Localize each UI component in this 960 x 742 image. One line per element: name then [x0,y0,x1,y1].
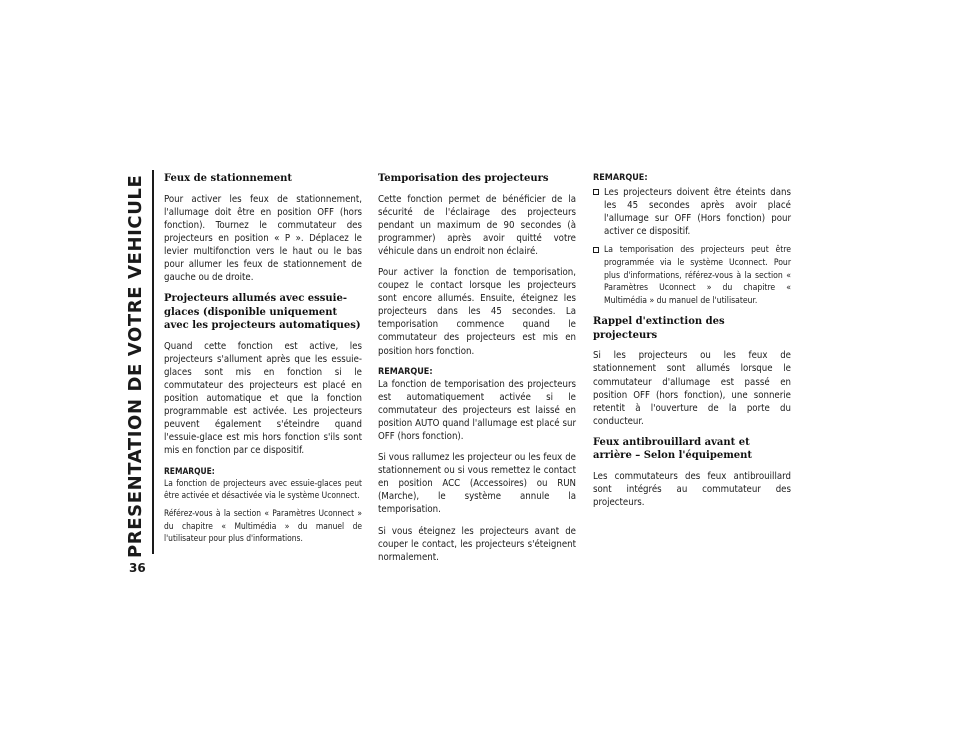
paragraph: Pour activer la fonction de temporisation, coupez le contact lorsque les projecteurs sont encore allumés. Ensuite, éteignez les projecteurs dans les 45 secondes. La temporisation commence quand le commutateur des projecteurs est mis en position hors fonction. [378,266,576,357]
heading-headlight-reminder: Rappel d'extinction des projecteurs [593,316,725,341]
paragraph: Les commutateurs des feux antibrouillard sont intégrés au commutateur des projecteurs. [593,470,791,509]
column-right [593,172,791,517]
chapter-title: PRESENTATION DE VOTRE VEHICULE [125,174,146,558]
note-text: La fonction de projecteurs avec essuie-glaces peut être activée et désactivée via le système Uconnect. [164,478,362,501]
note-list [593,186,791,307]
paragraph: Quand cette fonction est active, les projecteurs s'allument après que les essuie-glaces sont mis en fonction si le commutateur des projecteurs est placé en position automatique et que la fonction programmable est activée. Les projecteurs peuvent également s'éteindre quand l'essuie-glace est mis hors fonction s'ils sont mis en fonction par ce dispositif. [164,340,362,457]
paragraph: Pour activer les feux de stationnement, l'allumage doit être en position OFF (hors fonction). Tournez le commutateur des projecteurs en position « P ». Déplacez le levier multifonction vers le haut ou le bas pour allumer les feux de stationnement de gauche ou de droite. [164,193,362,284]
note-text: La fonction de temporisation des projecteurs est automatiquement activée si le commutateur des projecteurs est laissé en position AUTO quand l'allumage est placé sur OFF (hors fonction). [378,378,576,442]
column-middle [378,172,576,572]
checkbox-square-icon [593,189,599,195]
heading-fog-lights: Feux antibrouillard avant et arrière – Selon l'équipement [593,436,753,462]
heading-wiper-headlights: Projecteurs allumés avec essuie-glaces (disponible uniquement avec les projecteurs automatiques) [164,293,361,332]
heading-headlight-delay: Temporisation des projecteurs [378,173,549,184]
list-item [593,244,791,307]
note-label: REMARQUE: [378,366,433,377]
list-item [593,186,791,238]
paragraph: Si les projecteurs ou les feux de stationnement sont allumés lorsque le commutateur d'allumage est passé en position OFF (hors fonction), une sonnerie retentit à l'ouverture de la porte du conducteur. [593,350,791,427]
paragraph: Si vous rallumez les projecteur ou les feux de stationnement ou si vous remettez le contact en position ACC (Accessoires) ou RUN (Marche), le système annule la temporisation. [378,452,576,516]
note-label: REMARQUE: [593,173,648,183]
note-text: Référez-vous à la section « Paramètres Uconnect » du chapitre « Multimédia » du manuel de l'utilisateur pour plus d'informations. [164,508,362,543]
heading-parking-lights: Feux de stationnement [164,173,293,184]
paragraph: Cette fonction permet de bénéficier de la sécurité de l'éclairage des projecteurs pendant un maximum de 90 secondes (à programmer) après avoir quitté votre véhicule dans un endroit non éclairé. [378,193,576,257]
checkbox-square-icon [593,247,599,253]
paragraph: Si vous éteignez les projecteurs avant de couper le contact, les projecteurs s'éteignent normalement. [378,525,576,563]
list-item-text: Les projecteurs doivent être éteints dans les 45 secondes après avoir placé l'allumage sur OFF (Hors fonction) pour activer ce dispositif. [604,187,791,238]
page-number: 36 [129,561,146,575]
note-label: REMARQUE: [164,465,215,476]
list-item-text: La temporisation des projecteurs peut être programmée via le système Uconnect. Pour plus d'informations, référez-vous à la section « Paramètres Uconnect » du chapitre « Multimédia » du manuel de l'utilisateur. [604,245,791,306]
column-left [164,172,362,550]
